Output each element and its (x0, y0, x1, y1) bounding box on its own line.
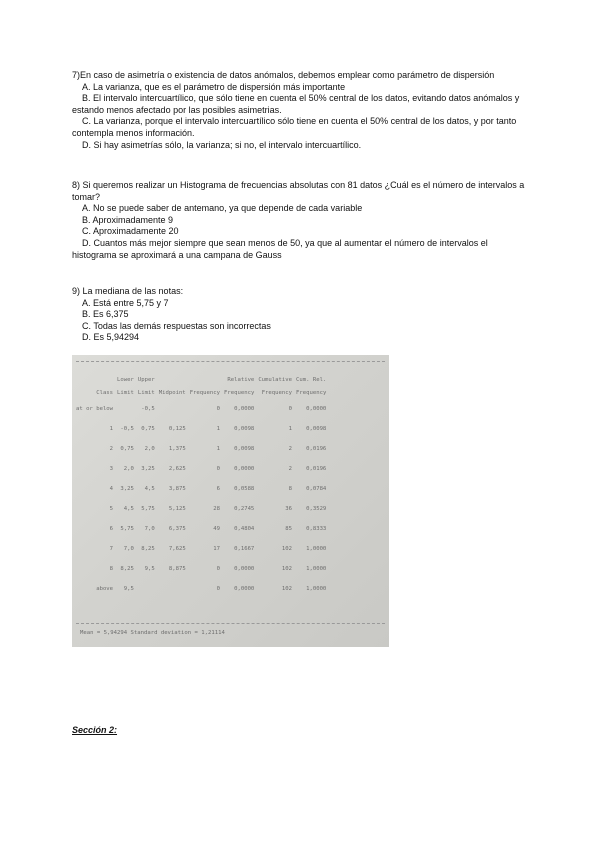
table-cell: 0,0000 (306, 406, 327, 412)
table-footer-stats: Mean = 5,94294 Standard deviation = 1,21114 (80, 630, 225, 636)
table-cell: 49 (213, 526, 220, 532)
table-row (74, 579, 328, 599)
table-row (74, 499, 328, 519)
header-cell: Frequency (189, 389, 220, 396)
table-cell: 4,5 (144, 486, 155, 492)
table-row (74, 479, 328, 499)
table-cell: 0,125 (168, 426, 186, 432)
table-row (74, 539, 328, 559)
table-cell: 0,2745 (234, 506, 255, 512)
section-title: Sección 2: (72, 725, 118, 735)
question-9-option-b: B. Es 6,375 (82, 309, 129, 320)
question-8 (72, 180, 532, 261)
header-cell (188, 373, 222, 386)
table-cell: 9,5 (144, 566, 155, 572)
table-cell: -0,5 (120, 426, 134, 432)
table-row (74, 519, 328, 539)
table-cell: 0,0588 (234, 486, 255, 492)
table-cell: 1 (216, 446, 220, 452)
table-row (74, 419, 328, 439)
question-9-text: 9) La mediana de las notas: (72, 286, 184, 296)
question-8-option-d: D. Cuantos más mejor siempre que sean menos de 50, ya que al aumentar el número de intervalos el histograma se aproximará a una campana de Gauss (72, 237, 488, 260)
table-header-row (74, 386, 328, 399)
header-cell: Lower (117, 376, 134, 383)
table-cell: 3 (109, 466, 114, 472)
question-9-option-c: C. Todas las demás respuestas son incorrectas (82, 320, 271, 331)
question-7-option-b: B. El intervalo intercuartílico, que sólo tiene en cuenta el 50% central de los datos, evitando datos anómalos y estando menos afectado por las posibles asimetrias. (72, 93, 520, 115)
table-cell: 0,3529 (306, 506, 327, 512)
table-cell: 0 (216, 406, 220, 412)
table-cell: 5 (109, 506, 114, 512)
question-8-text: 8) Si queremos realizar un Histograma de frecuencias absolutas con 81 datos ¿Cuál es el número de intervalos a tomar? (72, 180, 525, 202)
table-cell: 6,375 (168, 526, 186, 532)
header-cell: Class (96, 389, 114, 396)
table-cell: 85 (285, 526, 292, 532)
table-cell: 0,75 (120, 446, 134, 452)
header-cell: Frequency (296, 389, 327, 396)
question-8-option-b: B. Aproximadamente 9 (82, 214, 174, 225)
header-cell: Limit (117, 389, 134, 396)
table-cell: 8,25 (141, 546, 155, 552)
table-cell: 36 (285, 506, 292, 512)
table-cell: 0 (288, 406, 292, 412)
table-cell: 5,75 (141, 506, 155, 512)
header-cell (157, 373, 188, 386)
table-cell: 2 (109, 446, 114, 452)
table-cell: 8,25 (120, 566, 134, 572)
frequency-table-body (74, 399, 328, 599)
table-cell: 2,0 (123, 466, 134, 472)
table-cell: 1 (288, 426, 292, 432)
table-cell: 17 (213, 546, 220, 552)
table-cell: 0,1667 (234, 546, 255, 552)
table-cell: 5,75 (120, 526, 134, 532)
question-7-option-a: A. La varianza, que es el parámetro de dispersión más importante (82, 81, 346, 92)
table-cell (115, 399, 136, 419)
header-cell: Cum. Rel. (296, 376, 327, 383)
table-cell: 0,0196 (306, 466, 327, 472)
header-cell: Limit (137, 389, 155, 396)
table-cell (157, 579, 188, 599)
question-7 (72, 70, 532, 151)
table-cell: 4,5 (123, 506, 134, 512)
header-cell: Midpoint (158, 389, 186, 396)
table-row (74, 399, 328, 419)
question-9-option-a: A. Está entre 5,75 y 7 (82, 297, 169, 308)
table-cell: 2 (288, 466, 292, 472)
table-cell: 3,875 (168, 486, 186, 492)
table-cell: 0 (216, 586, 220, 592)
question-7-option-d: D. Si hay asimetrías sólo, la varianza; si no, el intervalo intercuartílico. (82, 139, 362, 150)
table-cell: 0,0000 (234, 406, 255, 412)
frequency-table-photo (72, 355, 389, 647)
table-cell: 102 (281, 586, 292, 592)
table-cell: 8 (109, 566, 114, 572)
table-cell: at or below (76, 406, 114, 412)
table-cell (136, 579, 157, 599)
table-cell: 1 (109, 426, 114, 432)
table-cell: 3,25 (120, 486, 134, 492)
table-cell: 3,25 (141, 466, 155, 472)
table-cell: 2,625 (168, 466, 186, 472)
table-cell: 0 (216, 466, 220, 472)
table-cell: 0 (216, 566, 220, 572)
table-cell: 1,0000 (306, 586, 327, 592)
table-cell: 2,0 (144, 446, 155, 452)
table-cell: 1,0000 (306, 566, 327, 572)
header-cell: Cumulative (258, 376, 292, 383)
table-cell (157, 399, 188, 419)
header-cell: Frequency (224, 389, 255, 396)
table-cell: 7,0 (144, 526, 155, 532)
header-cell: Relative (227, 376, 255, 383)
frequency-table (74, 373, 328, 599)
table-cell: 7,0 (123, 546, 134, 552)
table-row (74, 459, 328, 479)
question-7-text: 7)En caso de asimetría o existencia de datos anómalos, debemos emplear como parámetro de dispersión (72, 70, 495, 80)
table-cell: 1,0000 (306, 546, 327, 552)
table-cell: 0,75 (141, 426, 155, 432)
header-cell: Frequency (261, 389, 292, 396)
table-cell: 8 (288, 486, 292, 492)
table-cell: above (96, 586, 114, 592)
table-cell: 7,625 (168, 546, 186, 552)
table-cell: 0,0784 (306, 486, 327, 492)
table-cell: 0,0098 (306, 426, 327, 432)
table-cell: 8,875 (168, 566, 186, 572)
table-cell: 7 (109, 546, 114, 552)
table-cell: 0,0098 (234, 426, 255, 432)
table-header-row (74, 373, 328, 386)
table-row (74, 439, 328, 459)
divider (76, 361, 385, 362)
table-cell: 0,0196 (306, 446, 327, 452)
table-cell: 0,8333 (306, 526, 327, 532)
table-cell: -0,5 (141, 406, 155, 412)
table-cell: 6 (216, 486, 220, 492)
table-cell: 0,4804 (234, 526, 255, 532)
question-8-option-a: A. No se puede saber de antemano, ya que depende de cada variable (82, 203, 363, 214)
table-cell: 4 (109, 486, 114, 492)
table-row (74, 559, 328, 579)
question-8-option-c: C. Aproximadamente 20 (82, 226, 179, 237)
table-cell: 6 (109, 526, 114, 532)
question-9-option-d: D. Es 5,94294 (82, 332, 140, 343)
table-cell: 1 (216, 426, 220, 432)
header-cell: Upper (137, 376, 155, 383)
table-cell: 1,375 (168, 446, 186, 452)
table-cell: 0,0000 (234, 586, 255, 592)
table-cell: 0,0000 (234, 466, 255, 472)
question-7-option-c: C. La varianza, porque el intervalo intercuartílico sólo tiene en cuenta el 50% central de los datos, y por tanto contempla menos información. (72, 116, 517, 138)
table-cell: 102 (281, 546, 292, 552)
table-cell: 0,0098 (234, 446, 255, 452)
table-cell: 9,5 (123, 586, 134, 592)
table-cell: 28 (213, 506, 220, 512)
table-cell: 2 (288, 446, 292, 452)
table-cell: 5,125 (168, 506, 186, 512)
divider (76, 623, 385, 624)
question-9 (72, 286, 532, 344)
table-cell: 102 (281, 566, 292, 572)
table-cell: 0,0000 (234, 566, 255, 572)
header-cell (74, 373, 115, 386)
